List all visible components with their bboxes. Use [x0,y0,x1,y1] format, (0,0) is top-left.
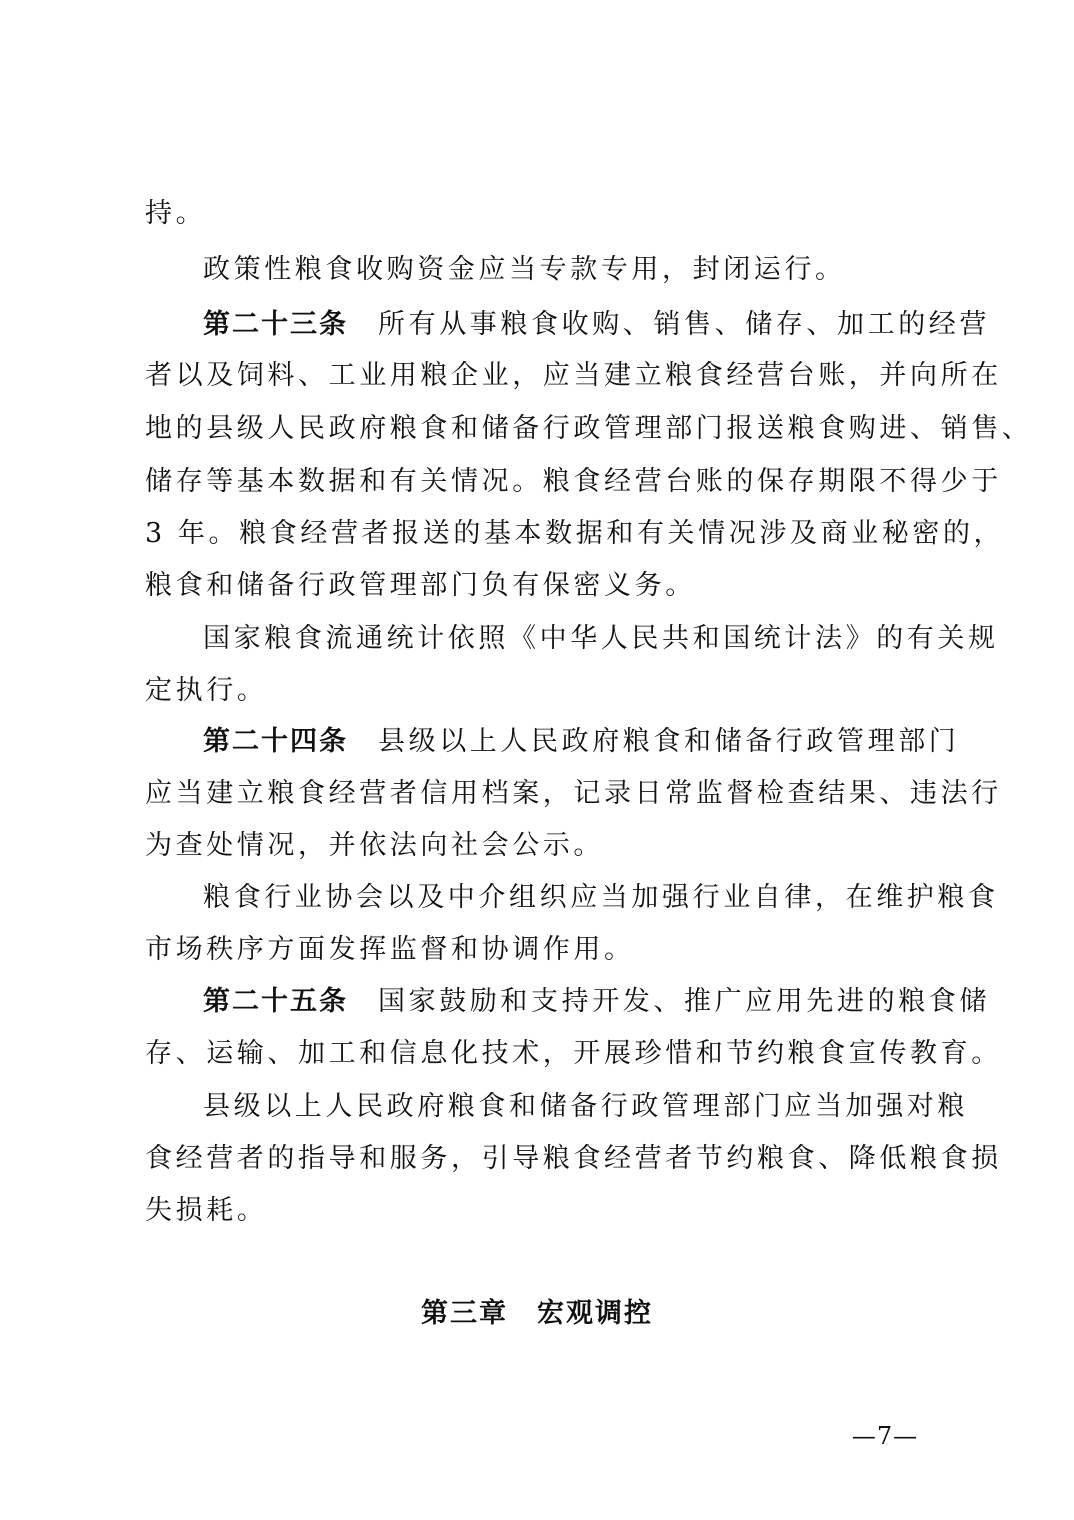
text-span: 国家鼓励和支持开发、推广应用先进的粮食储 [378,986,990,1017]
text-span: 所有从事粮食收购、销售、储存、加工的经营 [378,309,990,340]
text-line: 国家粮食流通统计依照《中华人民共和国统计法》的有关规 [203,623,999,654]
article-24-line [203,723,960,761]
text-line: 储存等基本数据和有关情况。粮食经营台账的保存期限不得少于 [145,466,1002,497]
article-number: 第二十三条 [203,309,348,340]
text-line: 3 年。粮食经营者报送的基本数据和有关情况涉及商业秘密的， [145,518,1005,549]
text-line: 地的县级人民政府粮食和储备行政管理部门报送粮食购进、销售、 [145,413,1033,444]
article-23-line [203,306,990,344]
text-line: 定执行。 [145,675,268,706]
text-line: 者以及饲料、工业用粮企业，应当建立粮食经营台账，并向所在 [145,360,1002,391]
text-line: 失损耗。 [145,1195,268,1226]
chapter-heading: 第三章 宏观调控 [421,1298,653,1329]
text-line: 为查处情况，并依法向社会公示。 [145,830,604,861]
text-line: 政策性粮食收购资金应当专款专用，封闭运行。 [203,254,846,285]
article-25-line [203,983,990,1021]
text-line: 存、运输、加工和信息化技术，开展珍惜和节约粮食宣传教育。 [145,1038,1002,1069]
text-line: 粮食和储备行政管理部门负有保密义务。 [145,570,696,601]
article-number: 第二十四条 [203,726,348,757]
page-number: —7— [851,1422,919,1450]
text-line: 市场秩序方面发挥监督和协调作用。 [145,934,635,965]
text-line: 应当建立粮食经营者信用档案，记录日常监督检查结果、违法行 [145,778,1002,809]
article-number: 第二十五条 [203,986,348,1017]
text-line: 持。 [145,198,207,229]
text-span: 县级以上人民政府粮食和储备行政管理部门 [378,726,960,757]
text-line: 食经营者的指导和服务，引导粮食经营者节约粮食、降低粮食损 [145,1143,1002,1174]
text-line: 粮食行业协会以及中介组织应当加强行业自律，在维护粮食 [203,882,999,913]
text-line: 县级以上人民政府粮食和储备行政管理部门应当加强对粮 [203,1091,968,1122]
